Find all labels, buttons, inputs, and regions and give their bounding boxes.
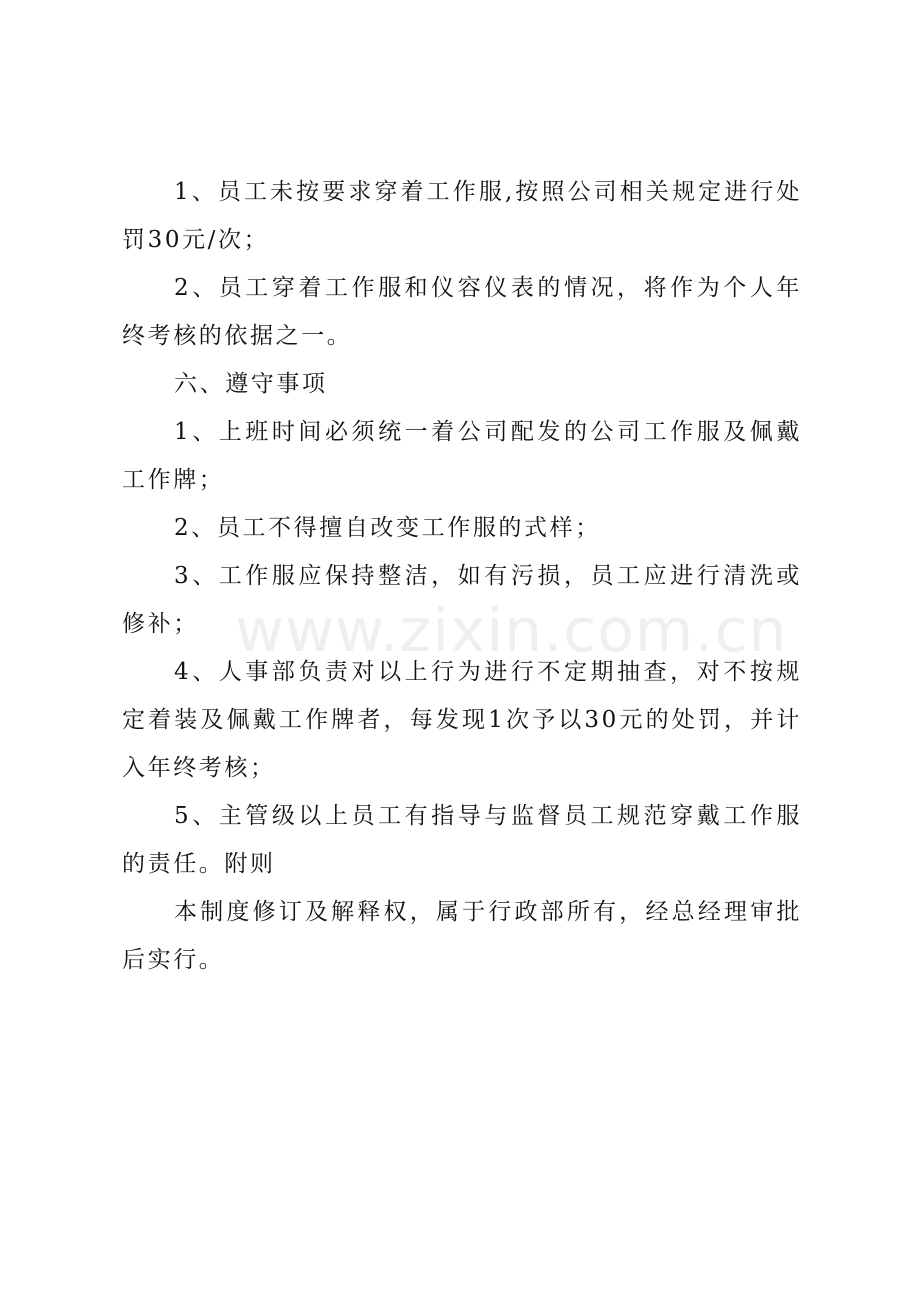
paragraph-interpretation: 本制度修订及解释权，属于行政部所有，经总经理审批后实行。 [122,899,802,973]
paragraph-annual-review: 2、员工穿着工作服和仪容仪表的情况，将作为个人年终考核的依据之一。 [122,275,802,349]
section-heading-compliance: 六、遵守事项 [174,371,328,397]
paragraph-rule-1: 1、上班时间必须统一着公司配发的公司工作服及佩戴工作牌； [122,419,802,493]
paragraph-penalty-uniform: 1、员工未按要求穿着工作服,按照公司相关规定进行处罚30元/次； [122,179,802,253]
paragraph-rule-5: 5、主管级以上员工有指导与监督员工规范穿戴工作服的责任。附则 [122,803,802,877]
paragraph-rule-2: 2、员工不得擅自改变工作服的式样； [174,515,601,541]
watermark: www.zixin.com.cn [235,596,788,666]
document-body [122,168,802,984]
paragraph-rule-4: 4、人事部负责对以上行为进行不定期抽查，对不按规定着装及佩戴工作牌者，每发现1次予以30元的处罚，并计入年终考核； [122,659,802,781]
paragraph-rule-3: 3、工作服应保持整洁，如有污损，员工应进行清洗或修补； [122,563,802,637]
